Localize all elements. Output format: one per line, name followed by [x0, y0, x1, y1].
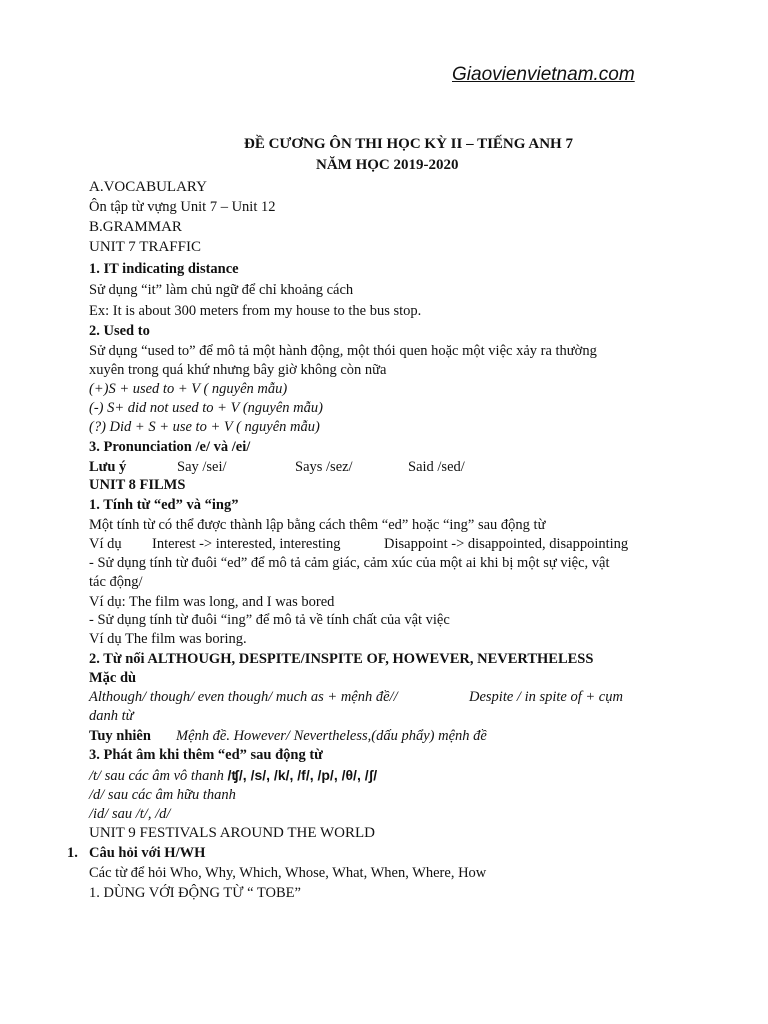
tobe-subheading: 1. DÙNG VỚI ĐỘNG TỪ “ TOBE”	[89, 885, 301, 901]
unit7-topic1-example: Ex: It is about 300 meters from my house to the bus stop.	[89, 303, 422, 319]
document-title: ĐỀ CƯƠNG ÔN THI HỌC KỲ II – TIẾNG ANH 7	[244, 136, 573, 152]
section-grammar-heading: B.GRAMMAR	[89, 219, 182, 235]
unit7-topic2-title: 2. Used to	[89, 323, 150, 339]
unit9-topic1-title: Câu hỏi với H/WH	[89, 845, 206, 861]
unit8-topic2-subtitle: Mặc dù	[89, 670, 137, 686]
although-structure: Although/ though/ even though/ much as + mệnh đề//	[89, 689, 398, 705]
however-label: Tuy nhiên	[89, 728, 151, 744]
unit7-topic2-desc-line1: Sử dụng “used to” để mô tả một hành động, một thói quen hoặc một việc xảy ra thường	[89, 343, 597, 359]
section-vocabulary-heading: A.VOCABULARY	[89, 179, 207, 195]
note-label: Lưu ý	[89, 459, 127, 475]
ed-pronunciation-id: /id/ sau /t/, /d/	[89, 806, 171, 822]
ed-usage-line2: tác động/	[89, 574, 143, 590]
unit9-topic1-number: 1.	[67, 845, 78, 861]
unit7-topic2-desc-line2: xuyên trong quá khứ nhưng bây giờ không còn nữa	[89, 362, 387, 378]
school-year: NĂM HỌC 2019-2020	[316, 157, 459, 173]
formula-question: (?) Did + S + use to + V ( nguyên mẫu)	[89, 419, 320, 435]
ing-usage-example: Ví dụ The film was boring.	[89, 631, 247, 647]
ed-pronunciation-t	[89, 766, 377, 786]
despite-structure-cont: danh từ	[89, 708, 134, 724]
unit8-topic2-title: 2. Từ nối ALTHOUGH, DESPITE/INSPITE OF, HOWEVER, NEVERTHELESS	[89, 651, 594, 667]
ing-usage: - Sử dụng tính từ đuôi “ing” để mô tả về tính chất của vật việc	[89, 612, 450, 628]
note-word-says: Says /sez/	[295, 459, 353, 475]
unit7-topic3-title: 3. Pronunciation /e/ và /ei/	[89, 439, 251, 455]
unit8-topic3-title: 3. Phát âm khi thêm “ed” sau động từ	[89, 747, 323, 763]
despite-structure: Despite / in spite of + cụm	[469, 689, 623, 705]
note-word-said: Said /sed/	[408, 459, 465, 475]
formula-negative: (-) S+ did not used to + V (nguyên mẫu)	[89, 400, 323, 416]
ed-pronunciation-d: /d/ sau các âm hữu thanh	[89, 787, 236, 803]
ed-pronunciation-t-prefix: /t/ sau các âm vô thanh	[89, 768, 224, 784]
voiceless-sounds: /ʧ/, /s/, /k/, /f/, /p/, /θ/, /ʃ/	[227, 767, 378, 783]
unit7-heading: UNIT 7 TRAFFIC	[89, 239, 201, 255]
note-word-say: Say /sei/	[177, 459, 227, 475]
question-words: Các từ để hỏi Who, Why, Which, Whose, What, When, Where, How	[89, 865, 487, 881]
vocabulary-text: Ôn tập từ vựng Unit 7 – Unit 12	[89, 199, 276, 215]
unit8-heading: UNIT 8 FILMS	[89, 477, 186, 493]
example-disappoint: Disappoint -> disappointed, disappointing	[384, 536, 629, 552]
formula-affirmative: (+)S + used to + V ( nguyên mẫu)	[89, 381, 288, 397]
unit8-topic1-title: 1. Tính từ “ed” và “ing”	[89, 497, 239, 513]
ed-usage-line1: - Sử dụng tính từ đuôi “ed” để mô tả cảm giác, cảm xúc của một ai khi bị một sự việc, vật	[89, 555, 610, 571]
website-watermark: Giaovienvietnam.com	[452, 64, 635, 85]
unit8-topic1-desc: Một tính từ có thể được thành lập bằng cách thêm “ed” hoặc “ing” sau động từ	[89, 517, 546, 533]
unit9-heading: UNIT 9 FESTIVALS AROUND THE WORLD	[89, 825, 375, 841]
unit7-topic1-desc: Sử dụng “it” làm chủ ngữ để chỉ khoảng cách	[89, 282, 354, 298]
example-label: Ví dụ	[89, 536, 122, 552]
example-interest: Interest -> interested, interesting	[152, 536, 341, 552]
however-structure: Mệnh đề. However/ Nevertheless,(dấu phẩy) mệnh đề	[176, 728, 487, 744]
ed-usage-example: Ví dụ: The film was long, and I was bored	[89, 594, 335, 610]
unit7-topic1-title: 1. IT indicating distance	[89, 261, 239, 277]
